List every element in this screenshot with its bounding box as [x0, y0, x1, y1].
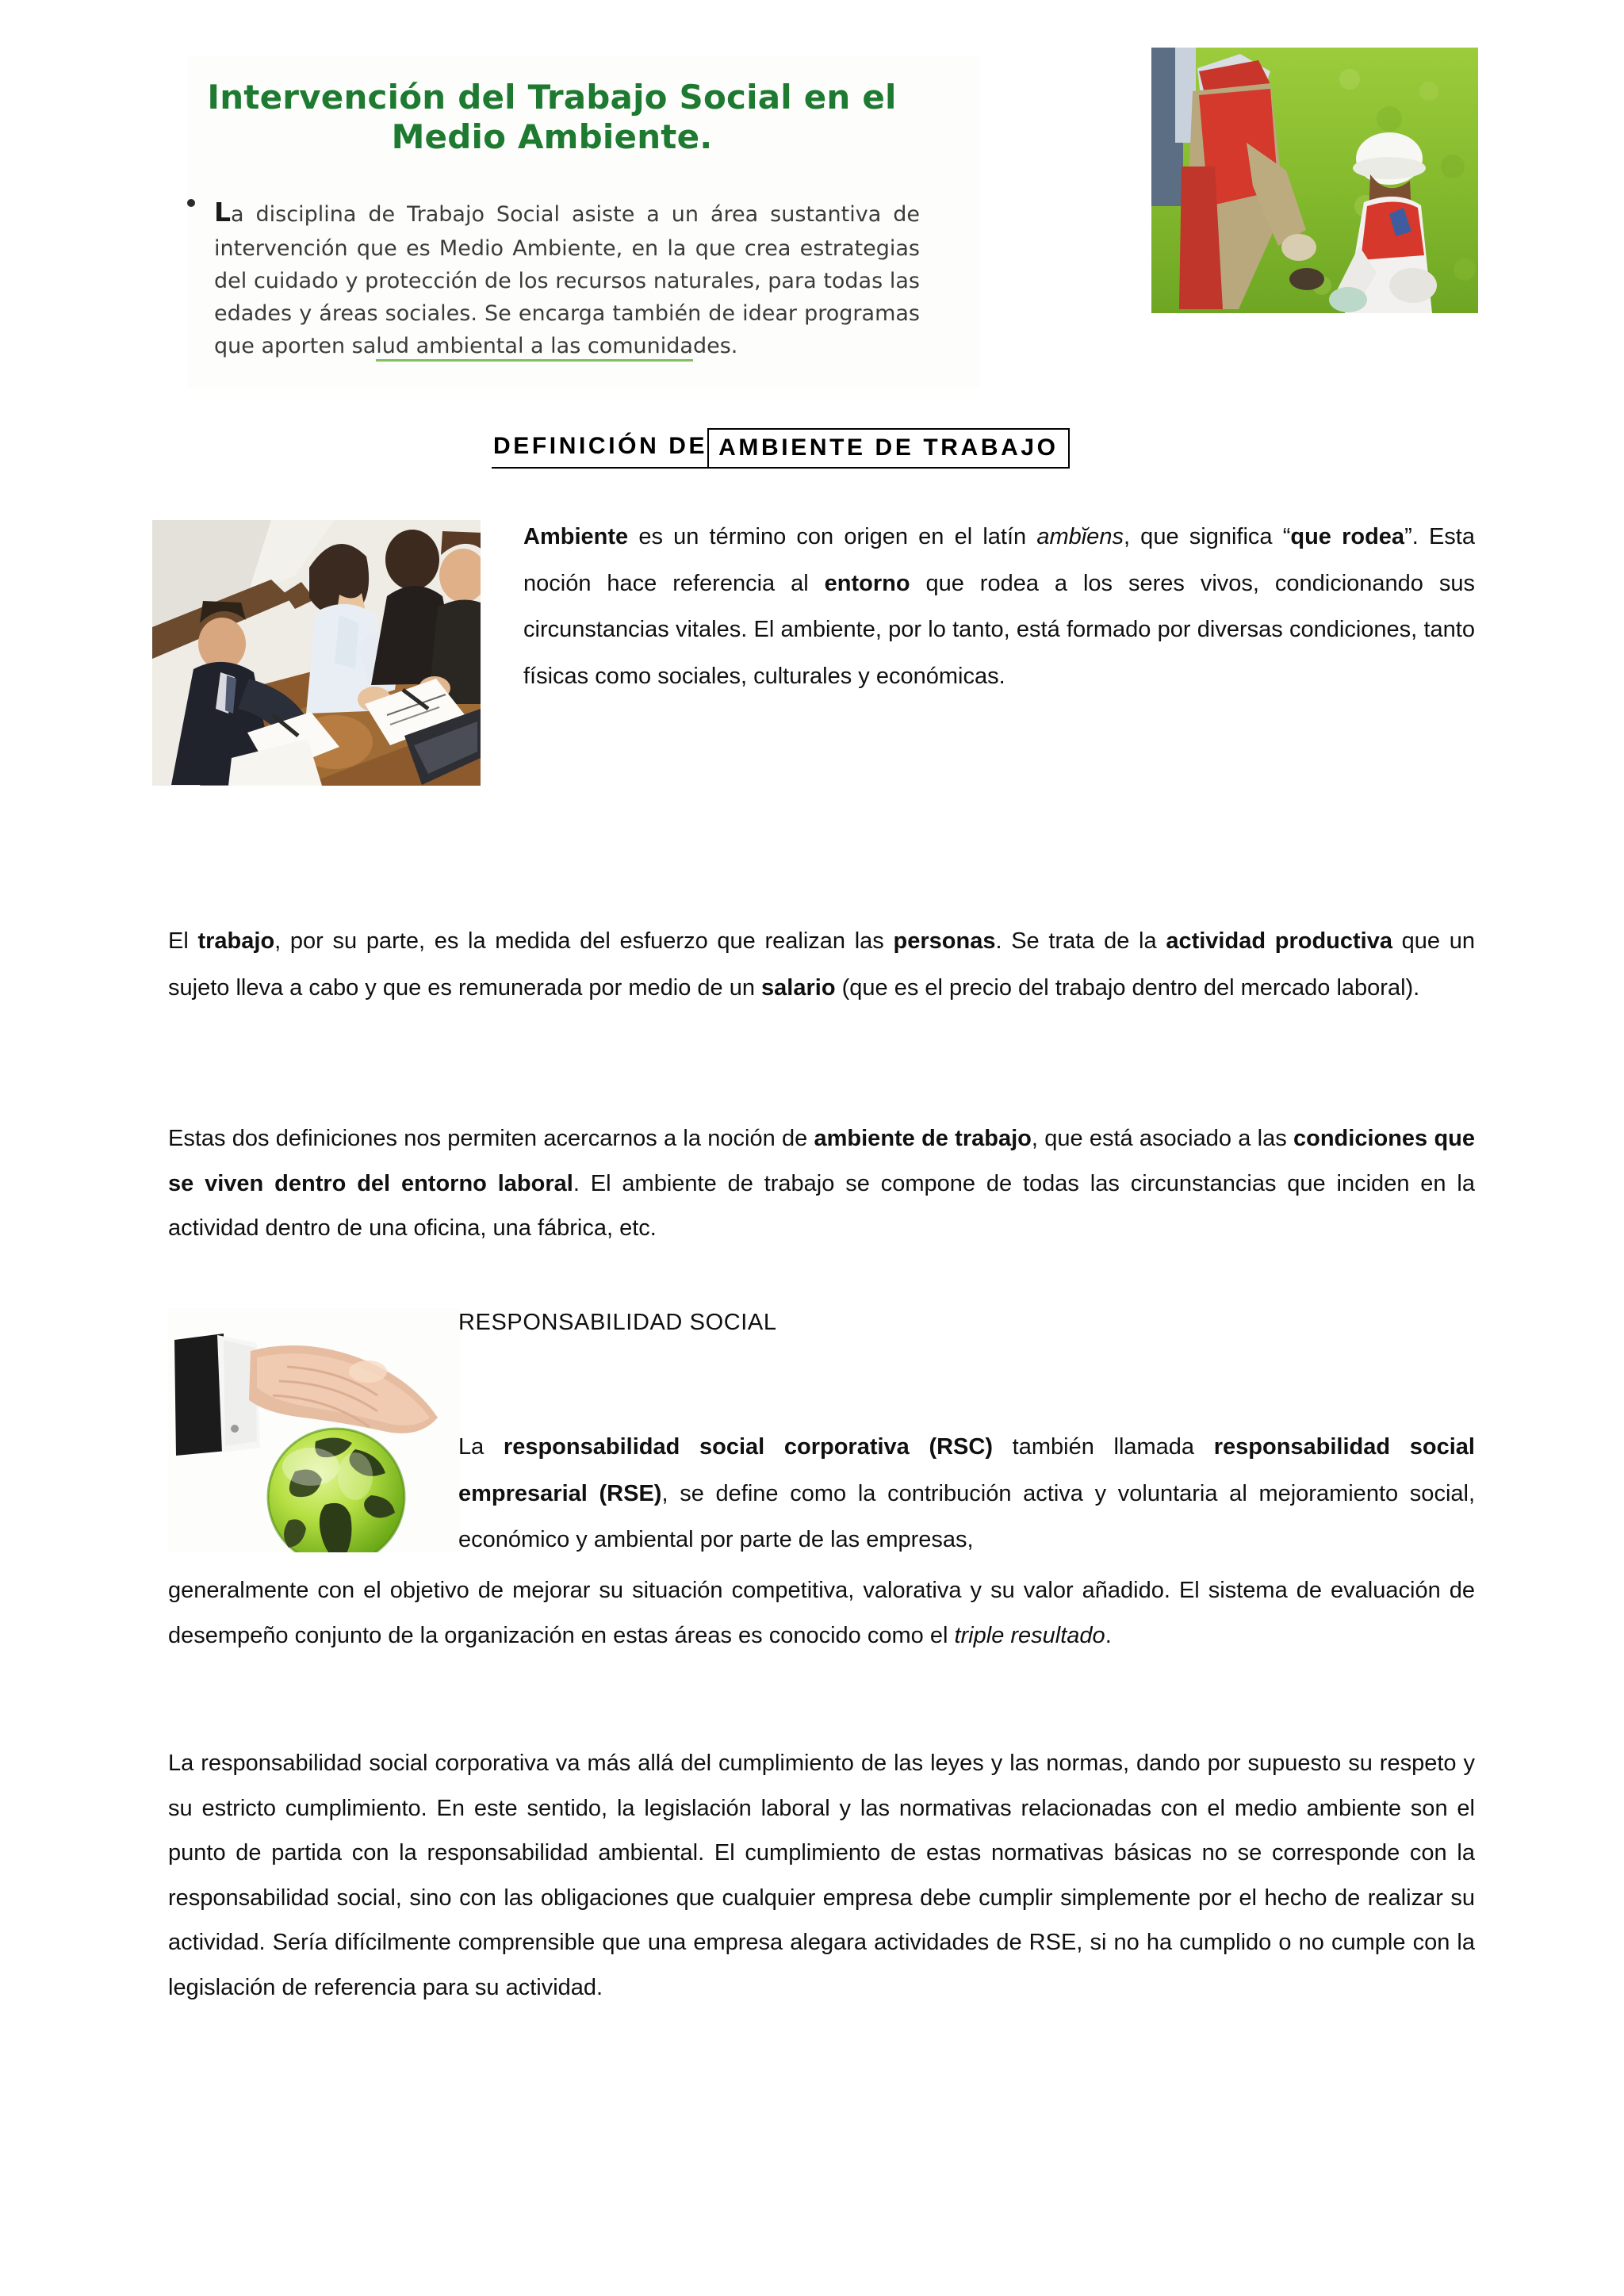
text-run: que rodea a los seres vivos, condicionando sus circunstancias vitales. El ambiente, por lo tanto, está formado por diversas condiciones, tanto físicas como sociales, culturales y económicas. [523, 570, 1475, 689]
slide-bullet-dropcap: L [214, 197, 232, 228]
bullet-dot-icon [187, 199, 195, 207]
header-slide-block [187, 55, 980, 388]
section-heading-definicion [492, 428, 1070, 469]
term-entorno: entorno [824, 570, 910, 596]
slide-title: Intervención del Trabajo Social en el Medio Ambiente. [207, 78, 897, 156]
text-run: El [168, 928, 198, 954]
text-run: que un sujeto lleva a cabo y que es remunerada por medio de un [168, 928, 1476, 1001]
paragraph-final: La responsabilidad social corporativa va más allá del cumplimiento de las leyes y las normas, dando por supuesto su respeto y su estricto cumplimiento. En este sentido, la legislación laboral y las normativas relacionadas con el medio ambiente son el punto de partida con la responsabilidad ambiental. El cumplimiento de estas normativas básicas no se corresponde con la responsabilidad social, sino con las obligaciones que cualquier empresa debe cumplir simplemente por el hecho de realizar su actividad. Sería difícilmente comprensible que una empresa alegara actividades de RSE, si no ha cumplido o no cumple con la legislación de referencia para su actividad. [168, 1751, 1475, 2000]
section-heading-underlined: DEFINICIÓN DE [492, 428, 709, 469]
paragraph-trabajo [168, 918, 1475, 1011]
term-ambiens-latin: ambĭens [1036, 524, 1124, 549]
term-triple-resultado: triple resultado [954, 1622, 1105, 1648]
text-run: La [458, 1434, 504, 1460]
text-run: ”. Esta noción hace referencia al [523, 524, 1475, 596]
term-ambiente-de-trabajo: ambiente de trabajo [814, 1126, 1032, 1151]
field-workers-photo [1151, 48, 1478, 313]
text-run: también llamada [993, 1434, 1214, 1460]
text-run: , se define como la contribución activa y voluntaria al mejoramiento social, económico y ambiental por parte de las empresas, [458, 1480, 1476, 1553]
term-actividad-productiva: actividad productiva [1166, 928, 1392, 954]
section-heading-boxed: AMBIENTE DE TRABAJO [707, 428, 1069, 469]
text-run: . El ambiente de trabajo se compone de todas las circunstancias que inciden en la actividad dentro de una oficina, una fábrica, etc. [168, 1170, 1475, 1242]
term-que-rodea: que rodea [1290, 524, 1405, 549]
slide-bullet-body: a disciplina de Trabajo Social asiste a un área sustantiva de intervención que es Medio Ambiente, en la que crea estrategias del cuidado y protección de los recursos naturales, para todas las edades y áreas sociales. Se encarga también de idear programas que aporten sa [214, 202, 920, 359]
paragraph-rsc [458, 1424, 1475, 1563]
text-run: , que está asociado a las [1031, 1126, 1293, 1151]
hand-protecting-globe-photo [168, 1308, 460, 1552]
paragraph-ambiente [523, 514, 1475, 699]
text-run: (que es el precio del trabajo dentro del mercado laboral). [835, 974, 1420, 1001]
term-ambiente: Ambiente [523, 524, 629, 549]
term-trabajo: trabajo [197, 928, 275, 954]
term-salario: salario [761, 974, 836, 1001]
text-run: es un término con origen en el latín [628, 524, 1037, 549]
business-meeting-photo [152, 520, 481, 786]
slide-bullet-underlined: lud ambiental a las comunida [376, 334, 693, 362]
paragraph-definiciones [168, 1116, 1475, 1251]
term-rse: responsabilidad social empresarial (RSE) [458, 1434, 1475, 1506]
text-run: . Se trata de la [995, 928, 1166, 954]
slide-bullet-tail: des. [692, 334, 738, 359]
term-personas: personas [893, 928, 996, 954]
text-run: generalmente con el objetivo de mejorar su situación competitiva, valorativa y su valor añadido. El sistema de evaluación de desempeño conjunto de la organización en estas áreas es conocido como el [168, 1578, 1475, 1648]
term-rsc: responsabilidad social corporativa (RSC) [503, 1434, 993, 1460]
heading-responsabilidad-social: RESPONSABILIDAD SOCIAL [458, 1310, 777, 1335]
text-run: . [1105, 1622, 1112, 1648]
term-condiciones-entorno-laboral: condiciones que se viven dentro del entorno laboral [168, 1126, 1476, 1196]
text-run: , por su parte, es la medida del esfuerzo que realizan las [274, 928, 894, 954]
text-run: , que significa “ [1123, 524, 1291, 549]
text-run: Estas dos definiciones nos permiten acercarnos a la noción de [168, 1126, 814, 1151]
slide-bullet-item [214, 193, 920, 362]
paragraph-rsc-continuation [168, 1568, 1475, 1658]
